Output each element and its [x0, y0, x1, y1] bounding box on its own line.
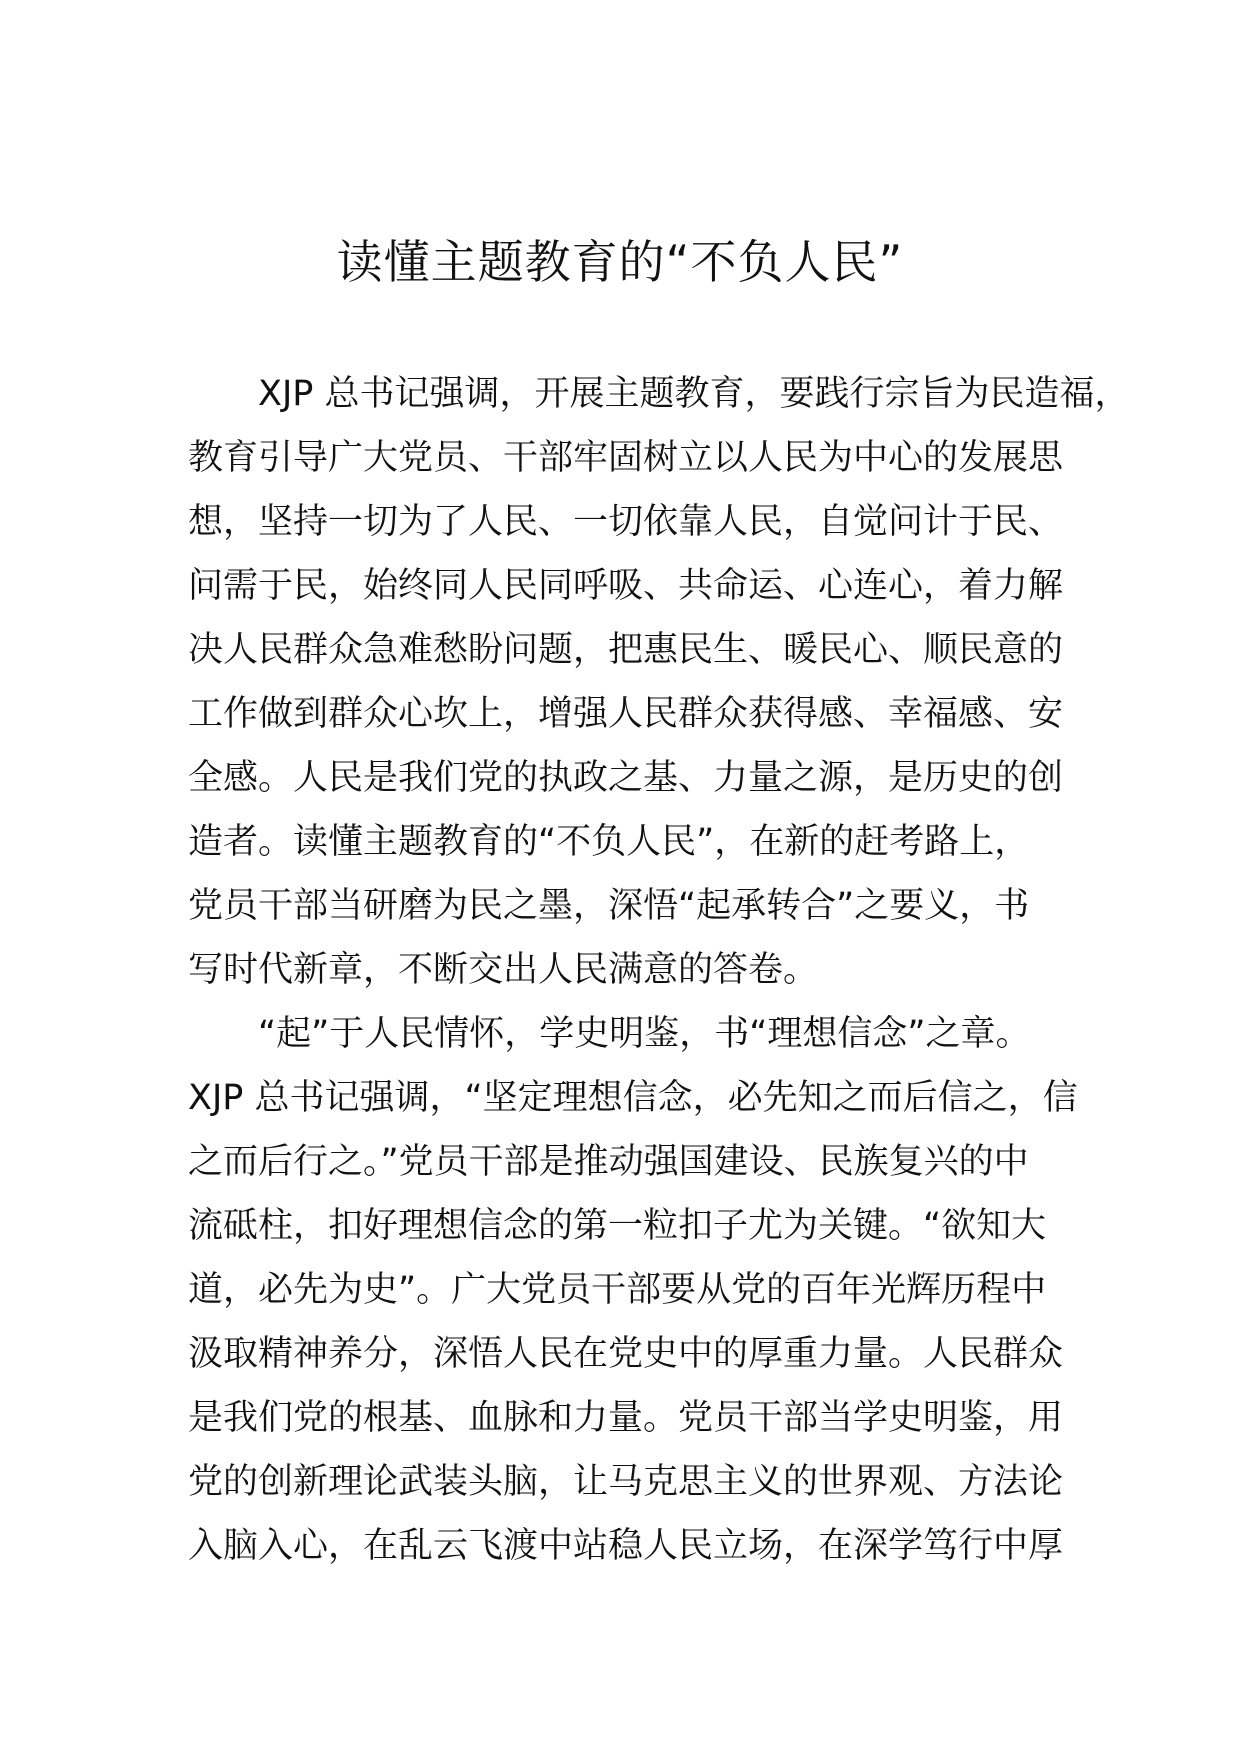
paragraph-line: 入脑入心，在乱云飞渡中站稳人民立场，在深学笃行中厚: [188, 1526, 1064, 1566]
paragraph-line: 问需于民，始终同人民同呼吸、共命运、心连心，着力解: [188, 566, 1064, 606]
paragraph-line: XJP 总书记强调，开展主题教育，要践行宗旨为民造福，: [258, 374, 1130, 414]
paragraph-line: 决人民群众急难愁盼问题，把惠民生、暖民心、顺民意的: [188, 630, 1064, 670]
paragraph-line: 之而后行之。”党员干部是推动强国建设、民族复兴的中: [188, 1142, 1029, 1182]
paragraph-line: 全感。人民是我们党的执政之基、力量之源，是历史的创: [188, 758, 1064, 798]
document-body: [188, 362, 1130, 1578]
paragraph-line: 流砥柱，扣好理想信念的第一粒扣子尤为关键。“欲知大: [188, 1206, 1047, 1246]
paragraph-line: 汲取精神养分，深悟人民在党史中的厚重力量。人民群众: [188, 1334, 1064, 1374]
paragraph-line: 党的创新理论武装头脑，让马克思主义的世界观、方法论: [188, 1462, 1064, 1502]
paragraph-line: 道，必先为史”。广大党员干部要从党的百年光辉历程中: [188, 1270, 1047, 1310]
paragraph-line: 造者。读懂主题教育的“不负人民”，在新的赶考路上，: [188, 822, 1030, 862]
paragraph-line: 写时代新章，不断交出人民满意的答卷。: [188, 950, 819, 990]
paragraph-line: “起”于人民情怀，学史明鉴，书“理想信念”之章。: [258, 1014, 1031, 1054]
paragraph-line: 党员干部当研磨为民之墨，深悟“起承转合”之要义，书: [188, 886, 1030, 926]
paragraph-line: 教育引导广大党员、干部牢固树立以人民为中心的发展思: [188, 438, 1064, 478]
paragraph-line: 想，坚持一切为了人民、一切依靠人民，自觉问计于民、: [188, 502, 1064, 542]
paragraph-line: 是我们党的根基、血脉和力量。党员干部当学史明鉴，用: [188, 1398, 1064, 1438]
paragraph-line: XJP 总书记强调，“坚定理想信念，必先知之而后信之，信: [188, 1078, 1078, 1118]
paragraph-line: 工作做到群众心坎上，增强人民群众获得感、幸福感、安: [188, 694, 1064, 734]
document-title: 读懂主题教育的“不负人民”: [336, 235, 904, 289]
